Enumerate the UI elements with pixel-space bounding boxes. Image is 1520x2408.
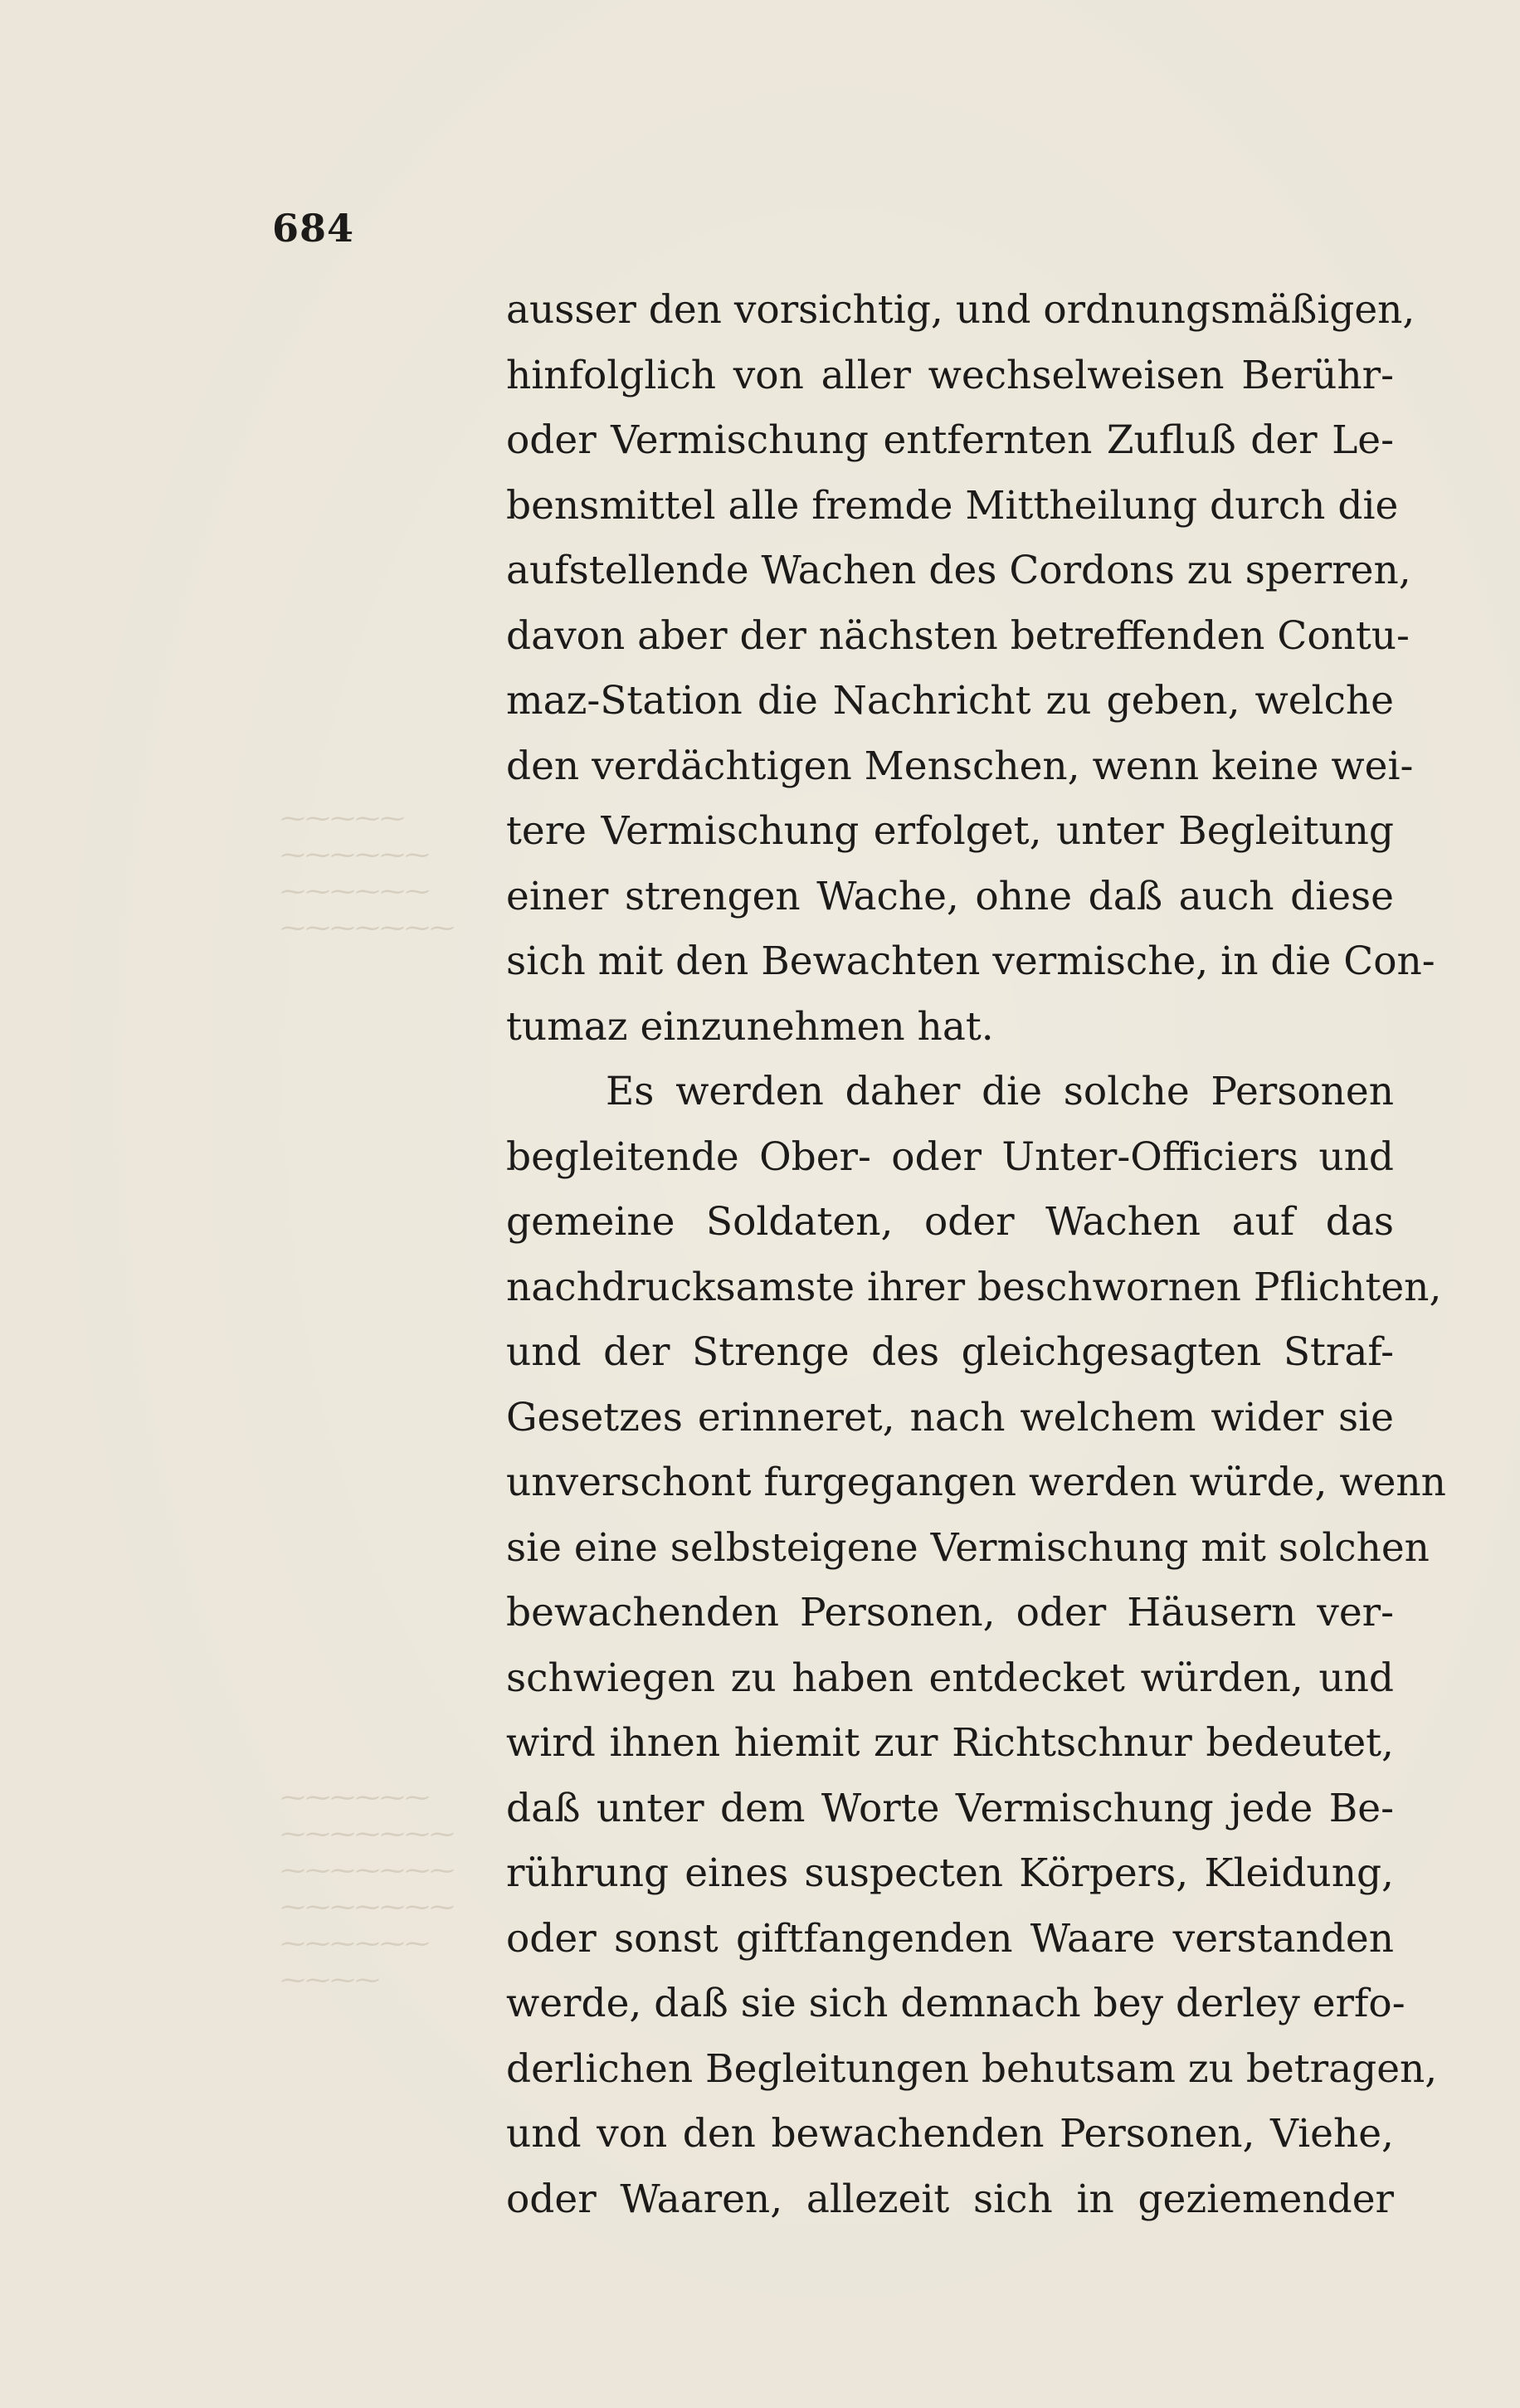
text-line: und von den bewachenden Personen, Viehe, <box>506 2111 1394 2157</box>
paragraph-start-line: Es werden daher die solche Personen <box>606 1069 1394 1114</box>
show-through-text-lower: ⁓⁓⁓⁓⁓⁓ ⁓⁓⁓⁓⁓⁓⁓ ⁓⁓⁓⁓⁓⁓⁓ ⁓⁓⁓⁓⁓⁓⁓ ⁓⁓⁓⁓⁓⁓ ⁓⁓⁓⁓ <box>280 1783 455 1995</box>
text-line: oder sonst giftfangenden Waare verstanden <box>506 1915 1394 1962</box>
text-line: gemeine Soldaten, oder Wachen auf das <box>506 1199 1394 1245</box>
text-line: maz-Station die Nachricht zu geben, welche <box>506 678 1394 724</box>
text-line: oder Vermischung entfernten Zufluß der Le- <box>506 417 1394 463</box>
text-line: daß unter dem Worte Vermischung jede Be- <box>506 1785 1394 1831</box>
text-line: bensmittel alle fremde Mittheilung durch die <box>506 482 1399 529</box>
text-line: sich mit den Bewachten vermische, in die Con- <box>506 938 1435 984</box>
text-line: schwiegen zu haben entdecket würden, und <box>506 1655 1394 1701</box>
text-line: werde, daß sie sich demnach bey derley erfo- <box>506 1981 1406 2026</box>
text-line: derlichen Begleitungen behutsam zu betragen, <box>506 2045 1438 2092</box>
text-line: oder Waaren, allezeit sich in geziemender <box>506 2176 1394 2222</box>
text-line: sie eine selbsteigene Vermischung mit solchen <box>506 1524 1430 1571</box>
page-number: 684 <box>272 206 355 251</box>
text-line: hinfolglich von aller wechselweisen Berühr- <box>506 352 1394 398</box>
show-through-text-upper: ⁓⁓⁓⁓⁓ ⁓⁓⁓⁓⁓⁓ ⁓⁓⁓⁓⁓⁓ ⁓⁓⁓⁓⁓⁓⁓ <box>280 804 455 943</box>
text-line: begleitende Ober- oder Unter-Officiers und <box>506 1133 1394 1180</box>
text-line: aufstellende Wachen des Cordons zu sperren, <box>506 548 1411 593</box>
body-text <box>506 278 1446 2232</box>
text-line: einer strengen Wache, ohne daß auch diese <box>506 873 1394 919</box>
text-line: Gesetzes erinneret, nach welchem wider sie <box>506 1394 1394 1440</box>
text-line: davon aber der nächsten betreffenden Contu- <box>506 612 1410 659</box>
paragraph-end-line: tumaz einzunehmen hat. <box>506 1003 994 1050</box>
text-line: unverschont furgegangen werden würde, wenn <box>506 1460 1446 1505</box>
text-line: wird ihnen hiemit zur Richtschnur bedeutet, <box>506 1720 1394 1766</box>
text-line: ausser den vorsichtig, und ordnungsmäßigen, <box>506 287 1415 333</box>
text-line: den verdächtigen Menschen, wenn keine wei- <box>506 743 1414 789</box>
text-line: rührung eines suspecten Körpers, Kleidung, <box>506 1850 1394 1896</box>
text-line: und der Strenge des gleichgesagten Straf- <box>506 1329 1394 1375</box>
text-line: nachdrucksamste ihrer beschwornen Pflichten, <box>506 1264 1442 1310</box>
text-line: tere Vermischung erfolget, unter Begleitung <box>506 808 1394 854</box>
text-line: bewachenden Personen, oder Häusern ver- <box>506 1590 1394 1635</box>
